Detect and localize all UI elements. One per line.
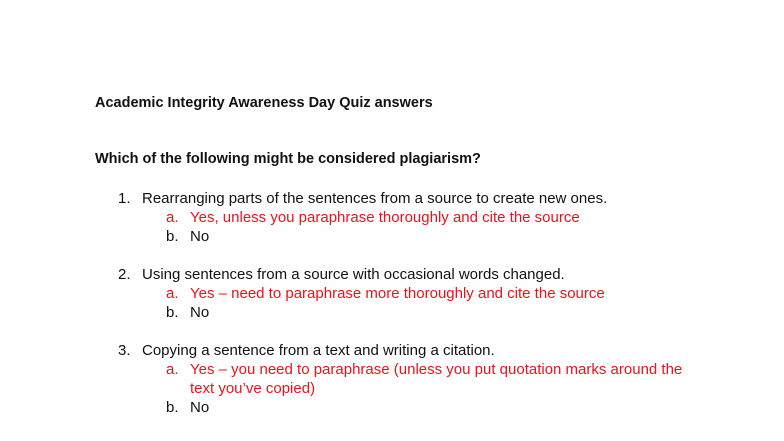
option-letter: b. [166, 399, 179, 416]
option-text: No [190, 228, 210, 245]
answer-option-correct [0, 208, 784, 227]
option-text: Yes – need to paraphrase more thoroughly and cite the source [190, 285, 605, 302]
question-text: Copying a sentence from a text and writing a citation. [142, 342, 495, 359]
spacer [0, 322, 784, 341]
option-text: Yes – you need to paraphrase (unless you put quotation marks around the text you’ve copied) [190, 361, 683, 397]
answer-option [0, 227, 784, 246]
question-heading: Which of the following might be considered plagiarism? [95, 151, 481, 167]
spacer [0, 246, 784, 265]
question-row [0, 265, 784, 284]
option-letter: b. [166, 304, 179, 321]
question-list [0, 189, 784, 417]
question-text: Using sentences from a source with occasional words changed. [142, 266, 565, 283]
option-letter: a. [166, 361, 179, 378]
answer-option [0, 398, 784, 417]
question-number: 2. [118, 266, 131, 283]
document-title: Academic Integrity Awareness Day Quiz answers [95, 95, 433, 111]
question-row [0, 189, 784, 208]
list-item [0, 341, 784, 417]
list-item [0, 189, 784, 246]
option-letter: b. [166, 228, 179, 245]
question-text: Rearranging parts of the sentences from a source to create new ones. [142, 190, 608, 207]
option-letter: a. [166, 209, 179, 226]
option-text: No [190, 399, 210, 416]
question-row [0, 341, 784, 360]
option-text: Yes, unless you paraphrase thoroughly and cite the source [190, 209, 580, 226]
question-number: 1. [118, 190, 131, 207]
answer-option [0, 303, 784, 322]
option-text: No [190, 304, 210, 321]
answer-option-correct [0, 284, 784, 303]
question-number: 3. [118, 342, 131, 359]
answer-option-correct [0, 360, 784, 398]
list-item [0, 265, 784, 322]
option-letter: a. [166, 285, 179, 302]
